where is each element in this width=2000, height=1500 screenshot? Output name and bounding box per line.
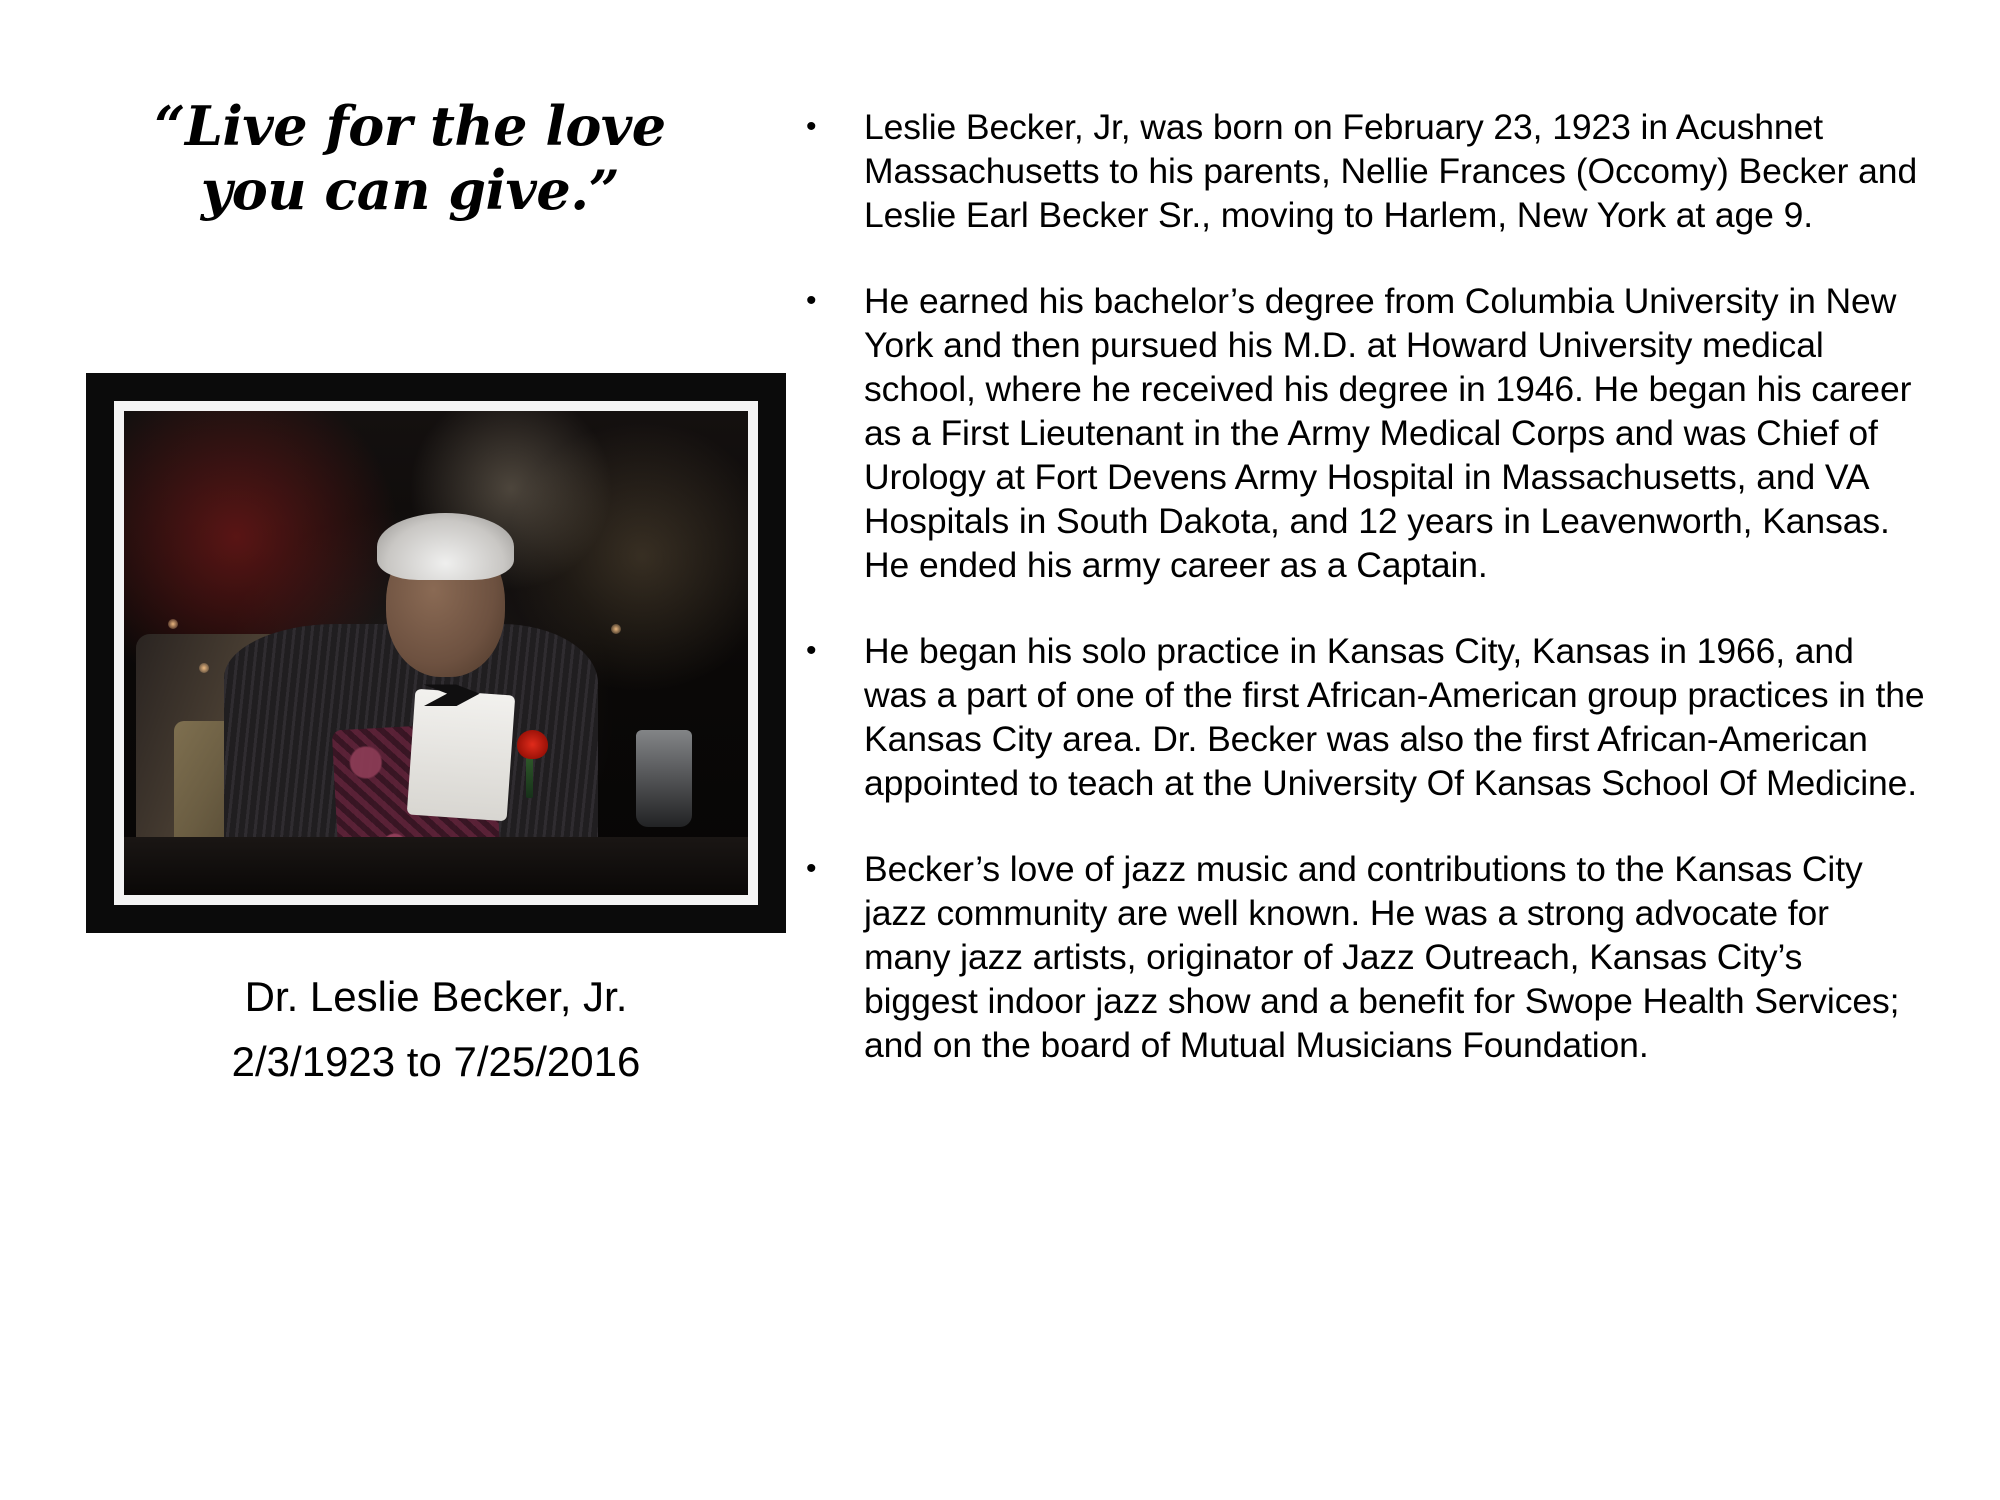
photo-water-glass [636,730,692,827]
photo-rose-boutonniere [517,730,548,759]
photo-rose-stem [526,755,533,799]
portrait-photo [124,411,748,895]
bullet-icon: • [806,110,817,143]
bullet-icon: • [806,852,817,885]
bullet-icon: • [806,284,817,317]
photo-background-light [168,619,178,629]
photo-table-foreground [124,837,748,895]
photo-white-hair [377,513,514,581]
photo-white-shirt [407,688,515,820]
list-item [800,279,1925,587]
list-item [800,629,1925,805]
list-item-text: Leslie Becker, Jr, was born on February 23, 1923 in Acushnet Massachusetts to his parents, Nellie Frances (Occomy) Becker and Leslie Earl Becker Sr., moving to Harlem, New York at age 9. [864,107,1918,235]
portrait-mat [114,401,758,905]
photo-background-light [611,624,621,634]
bullet-icon: • [806,634,817,667]
portrait-caption-name: Dr. Leslie Becker, Jr. [244,973,628,1020]
portrait-frame [86,373,786,933]
left-column [0,0,790,1500]
list-item-text: He earned his bachelor’s degree from Columbia University in New York and then pursued his M.D. at Howard University medical school, where he received his degree in 1946. He began his career as a First Lieutenant in the Army Medical Corps and was Chief of Urology at Fort Devens Army Hospital in Massachusetts, and VA Hospitals in South Dakota, and 12 years in Leavenworth, Kansas. He ended his army career as a Captain. [864,281,1912,585]
portrait-caption-dates: 2/3/1923 to 7/25/2016 [231,1038,641,1085]
list-item [800,105,1925,237]
photo-background-light [199,663,209,673]
biography-bullet-list [800,105,1925,1067]
quote-text: “Live for the love you can give.” [154,94,666,222]
list-item-text: Becker’s love of jazz music and contributions to the Kansas City jazz community are well known. He was a strong advocate for many jazz artists, originator of Jazz Outreach, Kansas City’s biggest indoor jazz show and a benefit for Swope Health Services; and on the board of Mutual Musicians Foundation. [864,849,1900,1065]
list-item-text: He began his solo practice in Kansas City, Kansas in 1966, and was a part of one of the first African-American group practices in the Kansas City area. Dr. Becker was also the first African-American appointed to teach at the University Of Kansas School Of Medicine. [864,631,1925,803]
list-item [800,847,1925,1067]
